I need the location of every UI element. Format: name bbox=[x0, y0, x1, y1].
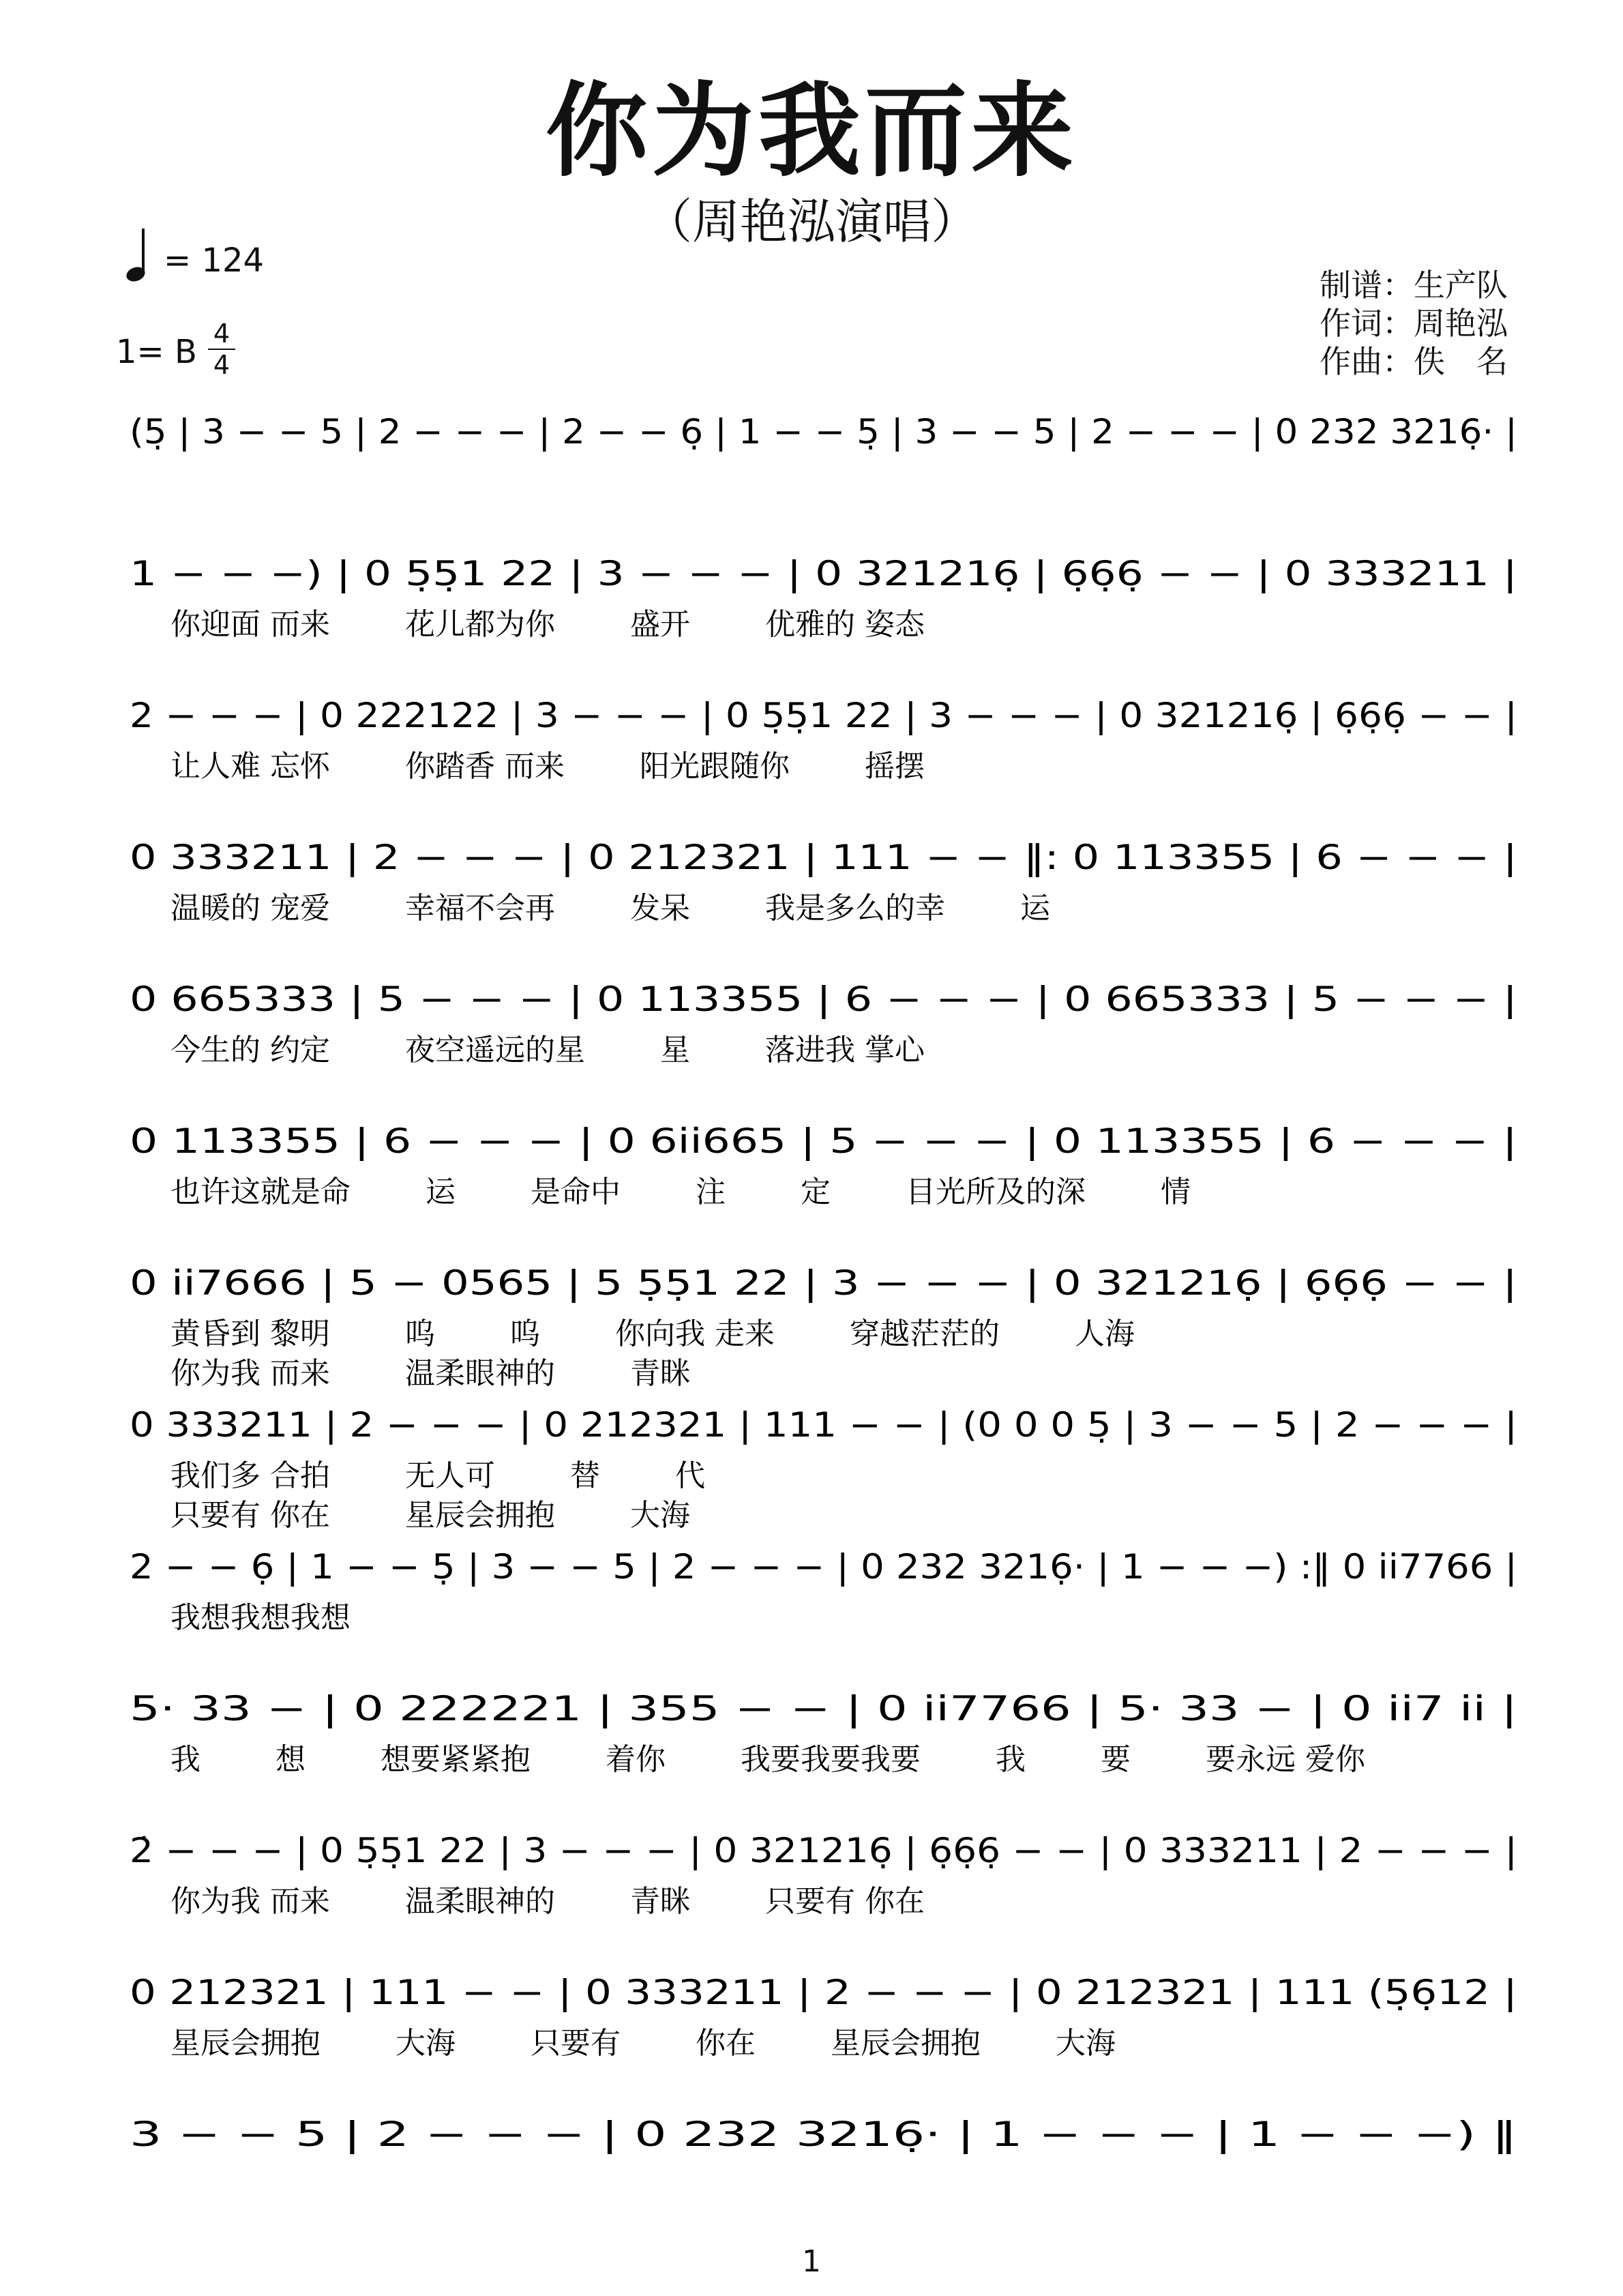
lyric-word: 呜 bbox=[510, 1316, 540, 1351]
score-line bbox=[130, 1263, 1517, 1391]
lyric-word: 发呆 bbox=[630, 891, 690, 926]
score-line bbox=[130, 1831, 1517, 1919]
score-line bbox=[130, 980, 1517, 1068]
notation-text: 2̇ − − − | 0 5̣5̣1 22 | 3 − − − | 0 321216̣ | 6̣6̣6̣ − − | 0 333211 | 2 − − − | bbox=[130, 1831, 1517, 1870]
lyric-word: 也许这就是命 bbox=[170, 1175, 351, 1209]
score-line bbox=[130, 1121, 1517, 1209]
lyric-word: 你踏香 而来 bbox=[405, 749, 565, 784]
key-label: 1= B bbox=[116, 333, 197, 371]
song-subtitle: （周艳泓演唱） bbox=[644, 194, 979, 250]
time-signature-bottom: 4 bbox=[213, 350, 230, 380]
score-line bbox=[130, 696, 1517, 784]
lyric-word: 温柔眼神的 bbox=[405, 1356, 555, 1391]
lyric-word: 你向我 走来 bbox=[615, 1316, 775, 1351]
lyric-word: 黄昏到 黎明 bbox=[170, 1316, 330, 1351]
notation-text: 0 665333 | 5 − − − | 0 113355 | 6 − − − | 0 665333 | 5 − − − | bbox=[130, 980, 1517, 1019]
lyric-row bbox=[170, 607, 925, 642]
notation-text: 0 i̇i̇7666 | 5 − 0565 | 5 5̣5̣1 22 | 3 − − − | 0 321216̣ | 6̣6̣6̣ − − | bbox=[130, 1263, 1517, 1303]
score-line bbox=[130, 1689, 1517, 1777]
score-line bbox=[130, 838, 1517, 926]
lyric-word: 你迎面 而来 bbox=[170, 607, 330, 642]
lyric-word: 呜 bbox=[405, 1316, 435, 1351]
lyric-word: 让人难 忘怀 bbox=[170, 749, 330, 784]
lyric-word: 落进我 掌心 bbox=[765, 1033, 925, 1068]
lyric-word: 我要我要我要 bbox=[741, 1742, 921, 1777]
score-line bbox=[130, 1973, 1517, 2061]
time-signature-top: 4 bbox=[213, 319, 230, 349]
lyric-word: 想要紧紧抱 bbox=[381, 1742, 531, 1777]
lyric-word: 我想我想我想 bbox=[170, 1600, 351, 1635]
lyric-row bbox=[170, 2026, 1116, 2061]
lyric-word: 温柔眼神的 bbox=[405, 1884, 555, 1919]
notation-text: 0 333211 | 2 − − − | 0 212321 | 111 − − ‖: 0 113355 | 6 − − − | bbox=[130, 838, 1517, 877]
lyric-word: 要 bbox=[1101, 1742, 1131, 1777]
tempo-value: = 124 bbox=[164, 241, 265, 280]
lyric-word: 盛开 bbox=[630, 607, 690, 642]
lyric-row bbox=[170, 1175, 1191, 1209]
credit-transcriber: 制谱：生产队 bbox=[1320, 267, 1508, 304]
page-number: 1 bbox=[802, 2244, 821, 2279]
lyric-row bbox=[170, 1033, 926, 1068]
notation-text: 5· 33 − | 0 222221 | 355 − − | 0 i̇i̇7766 | 5· 33 − | 0 i̇i̇7 i̇i̇ | bbox=[130, 1689, 1517, 1728]
notation-text: 1 − − −) | 0 5̣5̣1 22 | 3 − − − | 0 321216̣ | 6̣6̣6̣ − − | 0 333211 | bbox=[130, 554, 1517, 593]
lyric-word: 大海 bbox=[396, 2026, 456, 2061]
lyric-word: 注 bbox=[696, 1175, 726, 1209]
lyric-word: 温暖的 宠爱 bbox=[170, 891, 330, 926]
lyric-word: 要永远 爱你 bbox=[1206, 1742, 1365, 1777]
lyric-word: 代 bbox=[675, 1458, 705, 1493]
score-line bbox=[130, 1405, 1517, 1533]
lyric-word: 我 bbox=[170, 1742, 200, 1777]
lyric-row bbox=[170, 749, 925, 784]
lyric-word: 你在 bbox=[696, 2026, 756, 2061]
credit-lyricist: 作词：周艳泓 bbox=[1320, 305, 1508, 342]
lyric-word: 定 bbox=[801, 1175, 831, 1209]
lyric-word: 是命中 bbox=[531, 1175, 621, 1209]
lyric-word: 目光所及的深 bbox=[906, 1175, 1086, 1209]
notation-text: 0 212321 | 111 − − | 0 333211 | 2 − − − | 0 212321 | 111 (5̣6̣12 | bbox=[130, 1973, 1517, 2012]
lyric-word: 青眯 bbox=[630, 1356, 690, 1391]
score-line bbox=[130, 2115, 1517, 2154]
song-title: 你为我而来 bbox=[545, 72, 1077, 191]
lyric-word: 穿越茫茫的 bbox=[850, 1316, 1000, 1351]
lyric-word: 大海 bbox=[1056, 2026, 1116, 2061]
lyric-row bbox=[170, 1498, 690, 1533]
lyric-word: 大海 bbox=[630, 1498, 690, 1533]
lyric-word: 情 bbox=[1161, 1175, 1191, 1209]
lyric-word: 你为我 而来 bbox=[170, 1884, 330, 1919]
lyric-word: 星辰会拥抱 bbox=[831, 2026, 981, 2061]
lyric-word: 夜空遥远的星 bbox=[405, 1033, 585, 1068]
lyric-word: 星辰会拥抱 bbox=[405, 1498, 555, 1533]
lyric-word: 只要有 bbox=[531, 2026, 621, 2061]
lyric-row bbox=[170, 891, 1051, 926]
lyric-word: 替 bbox=[570, 1458, 600, 1493]
lyric-word: 只要有 你在 bbox=[170, 1498, 330, 1533]
lyric-word: 无人可 bbox=[405, 1458, 495, 1493]
lyric-row bbox=[170, 1742, 1366, 1777]
score-line bbox=[130, 1547, 1517, 1635]
credit-composer: 作曲：佚 名 bbox=[1320, 343, 1508, 380]
lyric-word: 人海 bbox=[1075, 1316, 1135, 1351]
lyric-word: 我 bbox=[996, 1742, 1026, 1777]
score-line bbox=[130, 554, 1517, 642]
lyric-word: 今生的 约定 bbox=[170, 1033, 330, 1068]
lyric-word: 星辰会拥抱 bbox=[170, 2026, 321, 2061]
lyric-word: 阳光跟随你 bbox=[640, 749, 790, 784]
lyric-row bbox=[170, 1884, 925, 1919]
lyric-word: 着你 bbox=[606, 1742, 666, 1777]
notation-text: 2 − − 6̣ | 1 − − 5̣ | 3 − − 5 | 2 − − − | 0 232 3216̣· | 1 − − −) :‖ 0 i̇i̇7766 | bbox=[130, 1547, 1517, 1587]
lyric-word: 幸福不会再 bbox=[405, 891, 555, 926]
lyric-word: 摇摆 bbox=[865, 749, 925, 784]
lyric-word: 只要有 你在 bbox=[765, 1884, 925, 1919]
lyric-word: 优雅的 姿态 bbox=[765, 607, 925, 642]
notation-text: 3 − − 5 | 2 − − − | 0 232 3216̣· | 1 − − − | 1 − − −) ‖ bbox=[130, 2115, 1517, 2154]
lyric-word: 运 bbox=[1020, 891, 1050, 926]
lyric-row bbox=[170, 1600, 351, 1635]
notation-text: 0 333211 | 2 − − − | 0 212321 | 111 − − | (0 0 0 5̣ | 3 − − 5 | 2 − − − | bbox=[130, 1405, 1517, 1445]
lyric-row bbox=[170, 1458, 705, 1493]
lyric-word: 星 bbox=[660, 1033, 690, 1068]
lyric-word: 我是多么的幸 bbox=[765, 891, 945, 926]
score-line bbox=[130, 412, 1517, 452]
notation-text: (5̣ | 3 − − 5 | 2 − − − | 2 − − 6̣ | 1 − − 5̣ | 3 − − 5 | 2 − − − | 0 232 3216̣· | bbox=[130, 412, 1517, 452]
lyric-word: 你为我 而来 bbox=[170, 1356, 330, 1391]
lyric-word: 运 bbox=[426, 1175, 456, 1209]
notation-text: 0 113355 | 6 − − − | 0 6i̇i̇665 | 5 − − − | 0 113355 | 6 − − − | bbox=[130, 1121, 1517, 1161]
lyric-word: 花儿都为你 bbox=[405, 607, 555, 642]
notation-text: 2 − − − | 0 222122 | 3 − − − | 0 5̣5̣1 22 | 3 − − − | 0 321216̣ | 6̣6̣6̣ − − | bbox=[130, 696, 1517, 735]
lyric-word: 想 bbox=[276, 1742, 306, 1777]
lyric-word: 我们多 合拍 bbox=[170, 1458, 330, 1493]
lyric-row bbox=[170, 1316, 1135, 1351]
lyric-word: 青眯 bbox=[630, 1884, 690, 1919]
lyric-row bbox=[170, 1356, 690, 1391]
